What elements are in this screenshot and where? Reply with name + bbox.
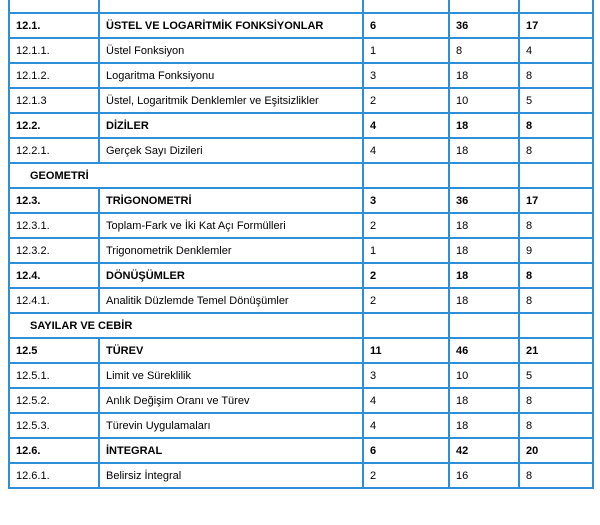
code-cell: 12.1.: [9, 13, 99, 38]
value-cell: [363, 313, 449, 338]
value-cell-b: 18: [449, 413, 519, 438]
unit-row: [9, 438, 593, 463]
code-cell: 12.5.3.: [9, 413, 99, 438]
value-cell-a: 3: [363, 63, 449, 88]
value-cell-a: 4: [363, 138, 449, 163]
code-cell: [9, 0, 99, 13]
value-cell-b: 36: [449, 13, 519, 38]
code-cell: 12.3.2.: [9, 238, 99, 263]
value-cell-c: 9: [519, 238, 593, 263]
value-cell-b: 18: [449, 388, 519, 413]
topic-cell: TÜREV: [99, 338, 363, 363]
subunit-row: [9, 213, 593, 238]
topic-cell: ÜSTEL VE LOGARİTMİK FONKSİYONLAR: [99, 13, 363, 38]
subunit-row: [9, 63, 593, 88]
value-cell-b: 18: [449, 238, 519, 263]
topic-cell: TRİGONOMETRİ: [99, 188, 363, 213]
value-cell-c: 8: [519, 138, 593, 163]
subunit-row: [9, 238, 593, 263]
code-cell: 12.5: [9, 338, 99, 363]
value-cell-b: 18: [449, 263, 519, 288]
value-cell-b: 42: [449, 438, 519, 463]
subunit-row: [9, 413, 593, 438]
subunit-row: [9, 138, 593, 163]
code-cell: 12.3.1.: [9, 213, 99, 238]
table-row-stub: [9, 0, 593, 13]
value-cell: [363, 163, 449, 188]
topic-cell: Anlık Değişim Oranı ve Türev: [99, 388, 363, 413]
code-cell: 12.4.1.: [9, 288, 99, 313]
code-cell: 12.1.2.: [9, 63, 99, 88]
topic-cell: İNTEGRAL: [99, 438, 363, 463]
value-cell-c: 8: [519, 63, 593, 88]
value-cell-c: 8: [519, 113, 593, 138]
topic-cell: Gerçek Sayı Dizileri: [99, 138, 363, 163]
section-header-row: [9, 163, 593, 188]
section-title: GEOMETRİ: [9, 163, 363, 188]
value-cell-c: 8: [519, 388, 593, 413]
value-cell-b: 18: [449, 213, 519, 238]
value-cell-b: 18: [449, 63, 519, 88]
value-cell-b: 18: [449, 138, 519, 163]
value-cell-a: 4: [363, 413, 449, 438]
section-title: SAYILAR VE CEBİR: [9, 313, 363, 338]
value-cell-c: 8: [519, 463, 593, 488]
value-cell-b: 36: [449, 188, 519, 213]
topic-cell: [99, 0, 363, 13]
code-cell: 12.6.: [9, 438, 99, 463]
value-cell-b: 18: [449, 288, 519, 313]
value-cell-a: 6: [363, 438, 449, 463]
subunit-row: [9, 38, 593, 63]
subunit-row: [9, 463, 593, 488]
topic-cell: DÖNÜŞÜMLER: [99, 263, 363, 288]
code-cell: 12.5.1.: [9, 363, 99, 388]
value-cell: [519, 313, 593, 338]
value-cell-c: 5: [519, 88, 593, 113]
subunit-row: [9, 388, 593, 413]
code-cell: 12.5.2.: [9, 388, 99, 413]
value-cell-c: 8: [519, 288, 593, 313]
topic-cell: Analitik Düzlemde Temel Dönüşümler: [99, 288, 363, 313]
unit-row: [9, 113, 593, 138]
value-cell: [519, 0, 593, 13]
unit-row: [9, 188, 593, 213]
value-cell-a: 2: [363, 213, 449, 238]
value-cell-c: 21: [519, 338, 593, 363]
value-cell-a: 2: [363, 288, 449, 313]
value-cell-b: 10: [449, 88, 519, 113]
subunit-row: [9, 88, 593, 113]
value-cell-a: 4: [363, 388, 449, 413]
topic-cell: Türevin Uygulamaları: [99, 413, 363, 438]
section-header-row: [9, 313, 593, 338]
value-cell-c: 17: [519, 13, 593, 38]
value-cell-b: 8: [449, 38, 519, 63]
value-cell-a: 6: [363, 13, 449, 38]
unit-row: [9, 13, 593, 38]
value-cell-c: 4: [519, 38, 593, 63]
value-cell: [363, 0, 449, 13]
topic-cell: Üstel Fonksiyon: [99, 38, 363, 63]
value-cell-b: 10: [449, 363, 519, 388]
value-cell-a: 1: [363, 238, 449, 263]
code-cell: 12.3.: [9, 188, 99, 213]
value-cell-c: 17: [519, 188, 593, 213]
value-cell-b: 46: [449, 338, 519, 363]
value-cell-a: 2: [363, 263, 449, 288]
code-cell: 12.1.1.: [9, 38, 99, 63]
value-cell: [449, 0, 519, 13]
subunit-row: [9, 288, 593, 313]
curriculum-table-body: [9, 0, 593, 488]
value-cell-a: 2: [363, 88, 449, 113]
code-cell: 12.2.1.: [9, 138, 99, 163]
value-cell: [519, 163, 593, 188]
topic-cell: Trigonometrik Denklemler: [99, 238, 363, 263]
topic-cell: Logaritma Fonksiyonu: [99, 63, 363, 88]
value-cell-a: 2: [363, 463, 449, 488]
value-cell-c: 8: [519, 413, 593, 438]
curriculum-table: [8, 0, 594, 489]
topic-cell: Belirsiz İntegral: [99, 463, 363, 488]
subunit-row: [9, 363, 593, 388]
value-cell-c: 20: [519, 438, 593, 463]
value-cell-a: 11: [363, 338, 449, 363]
value-cell-b: 18: [449, 113, 519, 138]
value-cell-c: 8: [519, 213, 593, 238]
value-cell-a: 1: [363, 38, 449, 63]
value-cell-c: 5: [519, 363, 593, 388]
code-cell: 12.6.1.: [9, 463, 99, 488]
value-cell-a: 3: [363, 363, 449, 388]
value-cell-b: 16: [449, 463, 519, 488]
code-cell: 12.1.3: [9, 88, 99, 113]
code-cell: 12.2.: [9, 113, 99, 138]
topic-cell: Limit ve Süreklilik: [99, 363, 363, 388]
topic-cell: DİZİLER: [99, 113, 363, 138]
value-cell-a: 4: [363, 113, 449, 138]
unit-row: [9, 338, 593, 363]
value-cell-a: 3: [363, 188, 449, 213]
value-cell-c: 8: [519, 263, 593, 288]
topic-cell: Toplam-Fark ve İki Kat Açı Formülleri: [99, 213, 363, 238]
unit-row: [9, 263, 593, 288]
value-cell: [449, 313, 519, 338]
value-cell: [449, 163, 519, 188]
topic-cell: Üstel, Logaritmik Denklemler ve Eşitsizlikler: [99, 88, 363, 113]
code-cell: 12.4.: [9, 263, 99, 288]
